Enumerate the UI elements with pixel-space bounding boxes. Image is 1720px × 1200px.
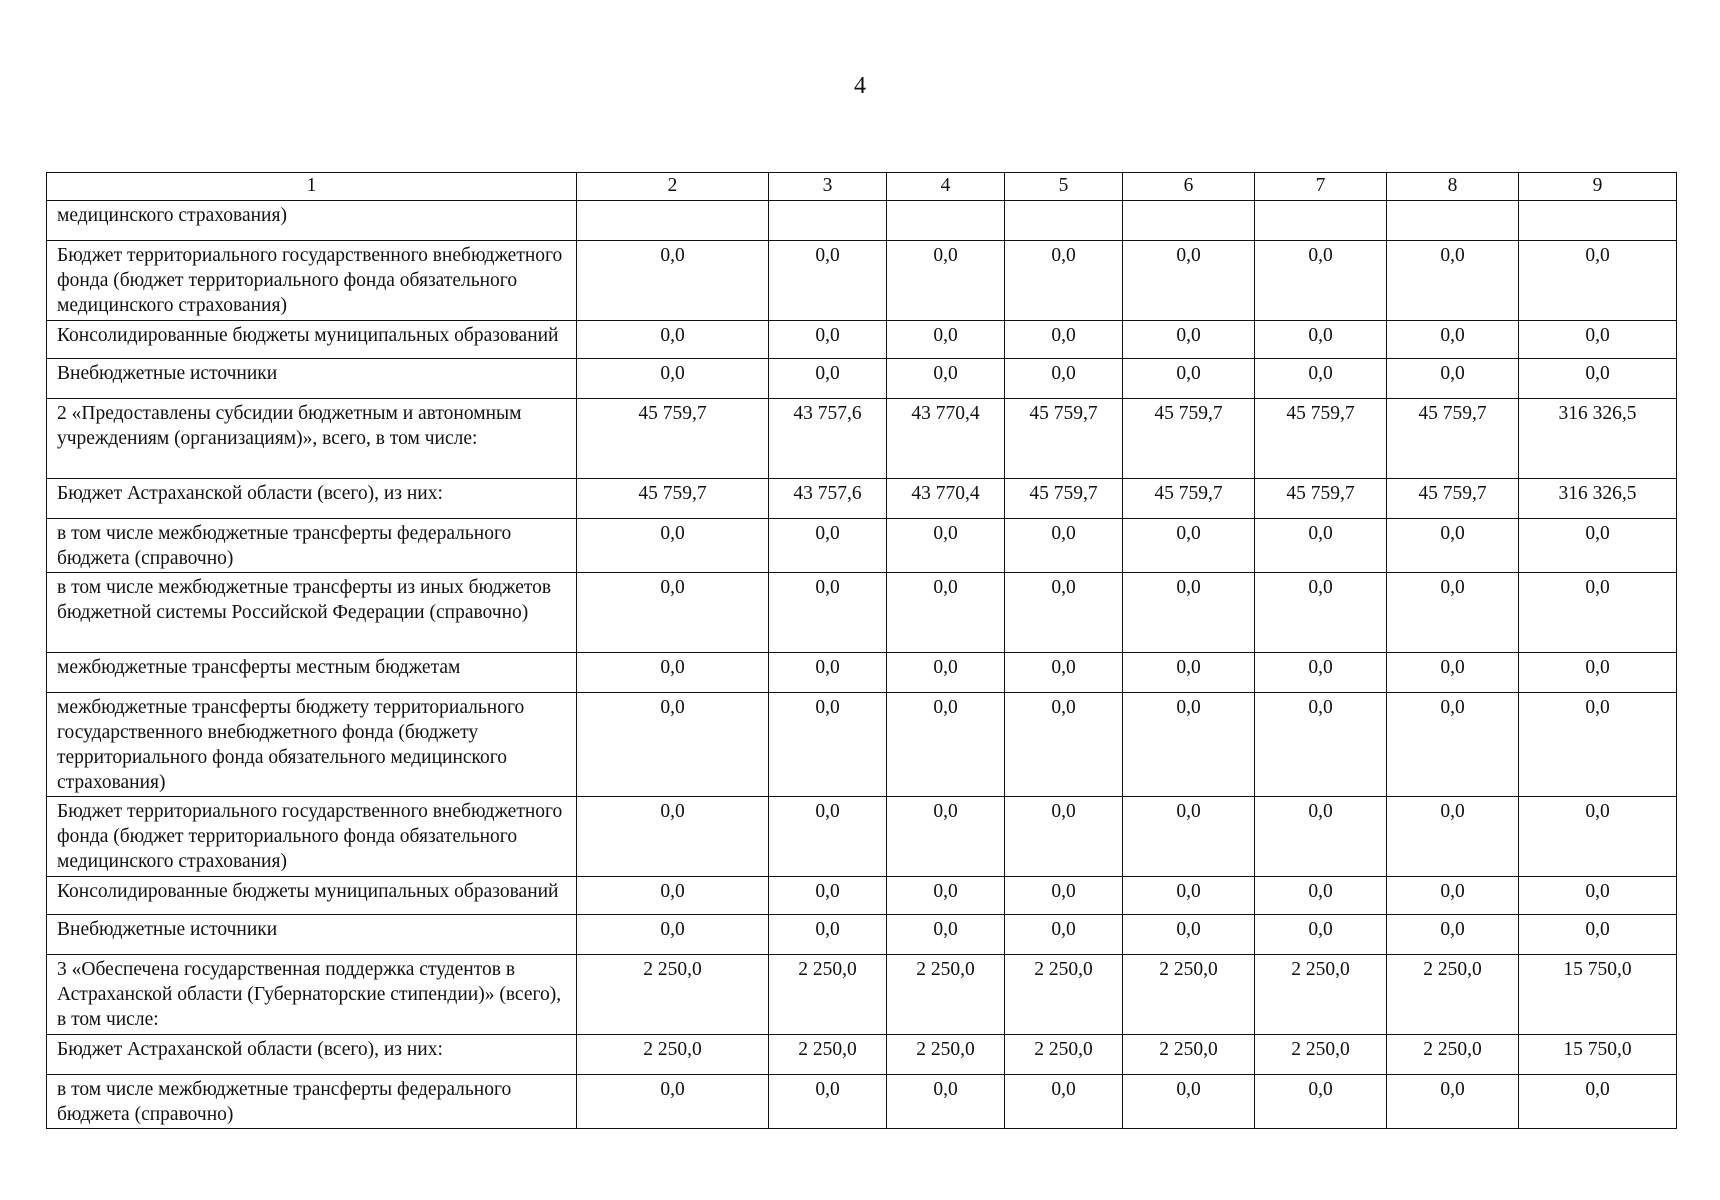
row-label: Внебюджетные источники (47, 915, 577, 955)
value-cell: 2 250,0 (1387, 955, 1519, 1035)
value-cell: 0,0 (1005, 653, 1123, 693)
value-cell: 0,0 (1255, 241, 1387, 321)
value-cell: 0,0 (577, 241, 769, 321)
value-cell: 0,0 (1387, 693, 1519, 797)
value-cell: 0,0 (1255, 693, 1387, 797)
value-cell: 45 759,7 (1255, 479, 1387, 519)
value-cell: 0,0 (769, 519, 887, 573)
value-cell: 0,0 (1255, 915, 1387, 955)
table-row (47, 1075, 1677, 1129)
value-cell (769, 201, 887, 241)
value-cell: 45 759,7 (577, 479, 769, 519)
row-label: межбюджетные трансферты бюджету территориального государственного внебюджетного фонда (бюджету территориального фонда обязательного медицинского страхования) (47, 693, 577, 797)
value-cell: 0,0 (1387, 321, 1519, 359)
value-cell: 0,0 (887, 359, 1005, 399)
value-cell: 2 250,0 (577, 1035, 769, 1075)
table-row (47, 1035, 1677, 1075)
value-cell: 0,0 (769, 877, 887, 915)
value-cell: 0,0 (1255, 359, 1387, 399)
header-cell: 6 (1123, 173, 1255, 201)
value-cell: 0,0 (887, 519, 1005, 573)
value-cell: 0,0 (1387, 573, 1519, 653)
value-cell: 0,0 (1519, 877, 1677, 915)
value-cell: 45 759,7 (1005, 479, 1123, 519)
header-cell: 8 (1387, 173, 1519, 201)
value-cell: 0,0 (1123, 321, 1255, 359)
value-cell: 0,0 (1519, 693, 1677, 797)
table-row (47, 693, 1677, 797)
header-cell: 9 (1519, 173, 1677, 201)
value-cell: 0,0 (1387, 653, 1519, 693)
row-label: в том числе межбюджетные трансферты из иных бюджетов бюджетной системы Российской Федерации (справочно) (47, 573, 577, 653)
value-cell: 0,0 (1387, 359, 1519, 399)
value-cell: 316 326,5 (1519, 479, 1677, 519)
value-cell: 0,0 (1387, 1075, 1519, 1129)
value-cell: 43 757,6 (769, 399, 887, 479)
value-cell: 0,0 (1255, 519, 1387, 573)
value-cell: 0,0 (769, 797, 887, 877)
row-label: межбюджетные трансферты местным бюджетам (47, 653, 577, 693)
value-cell: 0,0 (887, 693, 1005, 797)
value-cell: 2 250,0 (1005, 1035, 1123, 1075)
value-cell: 0,0 (1123, 797, 1255, 877)
row-label: 2 «Предоставлены субсидии бюджетным и автономным учреждениям (организациям)», всего, в том числе: (47, 399, 577, 479)
value-cell: 0,0 (1255, 321, 1387, 359)
value-cell: 0,0 (887, 797, 1005, 877)
value-cell: 0,0 (1519, 797, 1677, 877)
value-cell: 316 326,5 (1519, 399, 1677, 479)
value-cell: 0,0 (1005, 573, 1123, 653)
budget-table (46, 172, 1677, 1129)
value-cell: 2 250,0 (1123, 955, 1255, 1035)
row-label: Бюджет Астраханской области (всего), из них: (47, 1035, 577, 1075)
row-label: Внебюджетные источники (47, 359, 577, 399)
value-cell: 0,0 (887, 1075, 1005, 1129)
value-cell: 0,0 (769, 693, 887, 797)
value-cell: 0,0 (1519, 915, 1677, 955)
value-cell: 0,0 (1519, 573, 1677, 653)
header-cell: 7 (1255, 173, 1387, 201)
value-cell: 0,0 (1255, 1075, 1387, 1129)
value-cell: 2 250,0 (1387, 1035, 1519, 1075)
value-cell: 2 250,0 (1255, 955, 1387, 1035)
value-cell: 0,0 (769, 241, 887, 321)
value-cell: 0,0 (1519, 1075, 1677, 1129)
value-cell: 0,0 (1255, 573, 1387, 653)
value-cell: 0,0 (1387, 797, 1519, 877)
value-cell (1519, 201, 1677, 241)
value-cell: 0,0 (577, 693, 769, 797)
value-cell: 0,0 (1255, 797, 1387, 877)
value-cell: 0,0 (1005, 321, 1123, 359)
value-cell: 0,0 (1519, 653, 1677, 693)
value-cell: 0,0 (1519, 359, 1677, 399)
value-cell: 0,0 (887, 321, 1005, 359)
row-label: Консолидированные бюджеты муниципальных образований (47, 321, 577, 359)
value-cell: 45 759,7 (577, 399, 769, 479)
value-cell: 0,0 (577, 359, 769, 399)
value-cell: 43 770,4 (887, 399, 1005, 479)
header-cell: 2 (577, 173, 769, 201)
table-row (47, 321, 1677, 359)
table-row (47, 653, 1677, 693)
value-cell: 0,0 (1005, 241, 1123, 321)
value-cell: 45 759,7 (1255, 399, 1387, 479)
value-cell: 0,0 (1123, 915, 1255, 955)
table-row (47, 479, 1677, 519)
value-cell: 0,0 (1005, 915, 1123, 955)
value-cell: 2 250,0 (769, 955, 887, 1035)
value-cell: 43 770,4 (887, 479, 1005, 519)
value-cell: 2 250,0 (769, 1035, 887, 1075)
value-cell: 0,0 (1123, 359, 1255, 399)
header-cell: 5 (1005, 173, 1123, 201)
table-row (47, 877, 1677, 915)
value-cell: 0,0 (1387, 915, 1519, 955)
value-cell: 0,0 (1123, 519, 1255, 573)
value-cell: 0,0 (1123, 877, 1255, 915)
row-label: 3 «Обеспечена государственная поддержка студентов в Астраханской области (Губернаторские стипендии)» (всего), в том числе: (47, 955, 577, 1035)
value-cell: 0,0 (887, 877, 1005, 915)
value-cell (1387, 201, 1519, 241)
table-row (47, 399, 1677, 479)
value-cell: 15 750,0 (1519, 1035, 1677, 1075)
value-cell: 45 759,7 (1123, 399, 1255, 479)
row-label: медицинского страхования) (47, 201, 577, 241)
value-cell: 0,0 (769, 915, 887, 955)
value-cell: 45 759,7 (1005, 399, 1123, 479)
table-row (47, 201, 1677, 241)
value-cell: 0,0 (577, 915, 769, 955)
row-label: Бюджет Астраханской области (всего), из них: (47, 479, 577, 519)
value-cell: 0,0 (769, 1075, 887, 1129)
value-cell: 0,0 (1519, 519, 1677, 573)
table-row (47, 915, 1677, 955)
header-cell: 4 (887, 173, 1005, 201)
value-cell: 0,0 (769, 653, 887, 693)
table-row (47, 519, 1677, 573)
value-cell: 0,0 (1255, 653, 1387, 693)
table-row (47, 573, 1677, 653)
value-cell: 0,0 (1005, 797, 1123, 877)
table-row (47, 241, 1677, 321)
value-cell: 0,0 (1005, 1075, 1123, 1129)
value-cell: 0,0 (1387, 519, 1519, 573)
value-cell: 0,0 (577, 877, 769, 915)
value-cell: 0,0 (1123, 241, 1255, 321)
value-cell: 0,0 (1123, 693, 1255, 797)
value-cell: 2 250,0 (1123, 1035, 1255, 1075)
value-cell: 2 250,0 (887, 955, 1005, 1035)
row-label: Бюджет территориального государственного внебюджетного фонда (бюджет территориального фонда обязательного медицинского страхования) (47, 241, 577, 321)
value-cell: 0,0 (1005, 519, 1123, 573)
value-cell: 0,0 (887, 653, 1005, 693)
value-cell (1005, 201, 1123, 241)
page-number: 4 (854, 73, 866, 99)
row-label: в том числе межбюджетные трансферты федерального бюджета (справочно) (47, 519, 577, 573)
value-cell: 0,0 (1005, 877, 1123, 915)
value-cell: 0,0 (1005, 693, 1123, 797)
row-label: Бюджет территориального государственного внебюджетного фонда (бюджет территориального фонда обязательного медицинского страхования) (47, 797, 577, 877)
value-cell (1123, 201, 1255, 241)
value-cell: 15 750,0 (1519, 955, 1677, 1035)
table-row (47, 797, 1677, 877)
value-cell: 0,0 (1387, 877, 1519, 915)
value-cell: 0,0 (1123, 653, 1255, 693)
value-cell: 0,0 (577, 797, 769, 877)
value-cell: 43 757,6 (769, 479, 887, 519)
header-cell: 1 (47, 173, 577, 201)
table-row (47, 955, 1677, 1035)
header-row (47, 173, 1677, 201)
value-cell: 0,0 (1005, 359, 1123, 399)
value-cell: 2 250,0 (887, 1035, 1005, 1075)
value-cell: 0,0 (1387, 241, 1519, 321)
value-cell (577, 201, 769, 241)
table-row (47, 359, 1677, 399)
value-cell: 0,0 (769, 359, 887, 399)
header-cell: 3 (769, 173, 887, 201)
value-cell: 0,0 (577, 519, 769, 573)
value-cell: 0,0 (887, 573, 1005, 653)
value-cell: 0,0 (887, 915, 1005, 955)
value-cell: 0,0 (887, 241, 1005, 321)
value-cell: 2 250,0 (577, 955, 769, 1035)
value-cell (1255, 201, 1387, 241)
value-cell: 2 250,0 (1005, 955, 1123, 1035)
value-cell: 0,0 (1255, 877, 1387, 915)
value-cell: 0,0 (577, 1075, 769, 1129)
row-label: в том числе межбюджетные трансферты федерального бюджета (справочно) (47, 1075, 577, 1129)
value-cell: 0,0 (1123, 1075, 1255, 1129)
value-cell: 0,0 (1123, 573, 1255, 653)
value-cell: 0,0 (769, 321, 887, 359)
value-cell: 0,0 (1519, 321, 1677, 359)
value-cell: 0,0 (577, 321, 769, 359)
value-cell: 0,0 (577, 653, 769, 693)
value-cell: 0,0 (1519, 241, 1677, 321)
value-cell: 0,0 (769, 573, 887, 653)
value-cell (887, 201, 1005, 241)
value-cell: 45 759,7 (1387, 399, 1519, 479)
row-label: Консолидированные бюджеты муниципальных образований (47, 877, 577, 915)
value-cell: 2 250,0 (1255, 1035, 1387, 1075)
value-cell: 0,0 (577, 573, 769, 653)
value-cell: 45 759,7 (1123, 479, 1255, 519)
value-cell: 45 759,7 (1387, 479, 1519, 519)
